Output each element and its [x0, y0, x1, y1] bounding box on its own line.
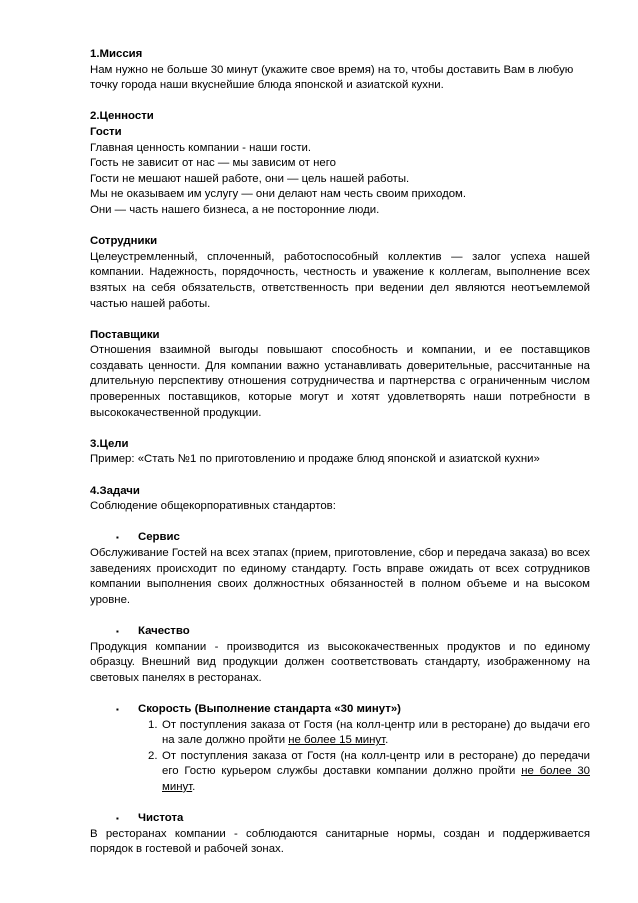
square-bullet-icon: ▪ [116, 626, 119, 636]
suppliers-heading: Поставщики [90, 328, 160, 341]
cleanliness-bullet [90, 811, 590, 827]
guests-line: Главная ценность компании - наши гости. [90, 141, 312, 154]
quality-section [90, 624, 590, 686]
service-section [90, 530, 590, 608]
goals-section [90, 437, 590, 468]
cleanliness-text: В ресторанах компании - соблюдаются санитарные нормы, создан и поддерживается порядок в гостевой и рабочей зонах. [90, 827, 590, 856]
quality-title: Качество [138, 624, 190, 637]
tasks-intro-section [90, 484, 590, 515]
mission-text: Нам нужно не больше 30 минут (укажите свое время) на то, чтобы доставить Вам в любую точку города наши вкуснейшие блюда японской и азиатской кухни. [90, 63, 574, 92]
suppliers-section [90, 328, 590, 422]
cleanliness-title: Чистота [138, 812, 184, 825]
step-number: 2. [148, 749, 158, 762]
speed-bullet [90, 702, 590, 718]
service-title: Сервис [138, 531, 180, 544]
employees-heading: Сотрудники [90, 235, 158, 248]
values-guests-section [90, 109, 590, 218]
guests-line: Мы не оказываем им услугу — они делают нам честь своим приходом. [90, 188, 467, 201]
square-bullet-icon: ▪ [116, 704, 119, 714]
employees-section [90, 234, 590, 312]
step-text: От поступления заказа от Гостя (на колл-центр или в ресторане) до выдачи его на зале должно пройти [162, 718, 590, 747]
guests-line: Гости не мешают нашей работе, они — цель нашей работы. [90, 172, 410, 185]
document-page [90, 47, 590, 873]
step-emphasis: не более 30 минут [162, 765, 590, 793]
suppliers-text: Отношения взаимной выгоды повышают способность и компании, и ее поставщиков создавать ценности. Для компании важно устанавливать доверительные, рассчитанные на длительную перспективу отношения сотрудничества и партнерства с ограниченным числом проверенных поставщиков, которые могут и хотят удовлетворять наши потребности в высококачественной продукции. [90, 344, 590, 419]
speed-step [90, 749, 590, 796]
cleanliness-section [90, 811, 590, 858]
mission-section [90, 47, 590, 94]
speed-step [90, 718, 590, 749]
speed-steps [90, 718, 590, 796]
step-emphasis: не более 15 минут [288, 734, 386, 747]
speed-title: Скорость (Выполнение стандарта «30 минут») [138, 702, 401, 715]
quality-bullet [90, 624, 590, 640]
step-tail: . [192, 780, 196, 793]
service-bullet [90, 530, 590, 546]
guests-heading: Гости [90, 125, 122, 138]
tasks-intro: Соблюдение общекорпоративных стандартов: [90, 500, 336, 513]
step-text: От поступления заказа от Гостя (на колл-центр или в ресторане) до передачи его Гостю курьером службы доставки компании должно пройти [162, 749, 590, 778]
step-tail: . [385, 734, 389, 747]
quality-text: Продукция компании - производится из высококачественных продуктов и по единому образцу. Внешний вид продукции должен соответствовать стандарту, изображенному на световых панелях в ресторанах. [90, 640, 590, 684]
step-number: 1. [148, 718, 158, 731]
mission-heading: 1.Миссия [90, 48, 143, 60]
square-bullet-icon: ▪ [116, 533, 119, 543]
employees-text: Целеустремленный, сплоченный, работоспособный коллектив — залог успеха нашей компании. Надежность, порядочность, честность и уважение к коллегам, выполнение всех взятых на себя обязательств, ответственность при ведении дел являются неотъемлемой частью нашей работы. [90, 250, 590, 310]
tasks-heading: 4.Задачи [90, 484, 140, 497]
square-bullet-icon: ▪ [116, 814, 119, 824]
goals-text: Пример: «Стать №1 по приготовлению и продаже блюд японской и азиатской кухни» [90, 453, 540, 466]
guests-line: Они — часть нашего бизнеса, а не посторонние люди. [90, 203, 380, 216]
service-text: Обслуживание Гостей на всех этапах (прием, приготовление, сбор и передача заказа) во всех заведениях происходит по единому стандарту. Гость вправе ожидать от всех сотрудников компании выполнения своих должностных обязанностей в полном объеме и на высоком уровне. [90, 547, 590, 606]
speed-section [90, 702, 590, 796]
values-heading: 2.Ценности [90, 110, 154, 123]
guests-line: Гость не зависит от нас — мы зависим от него [90, 157, 336, 170]
goals-heading: 3.Цели [90, 437, 129, 450]
